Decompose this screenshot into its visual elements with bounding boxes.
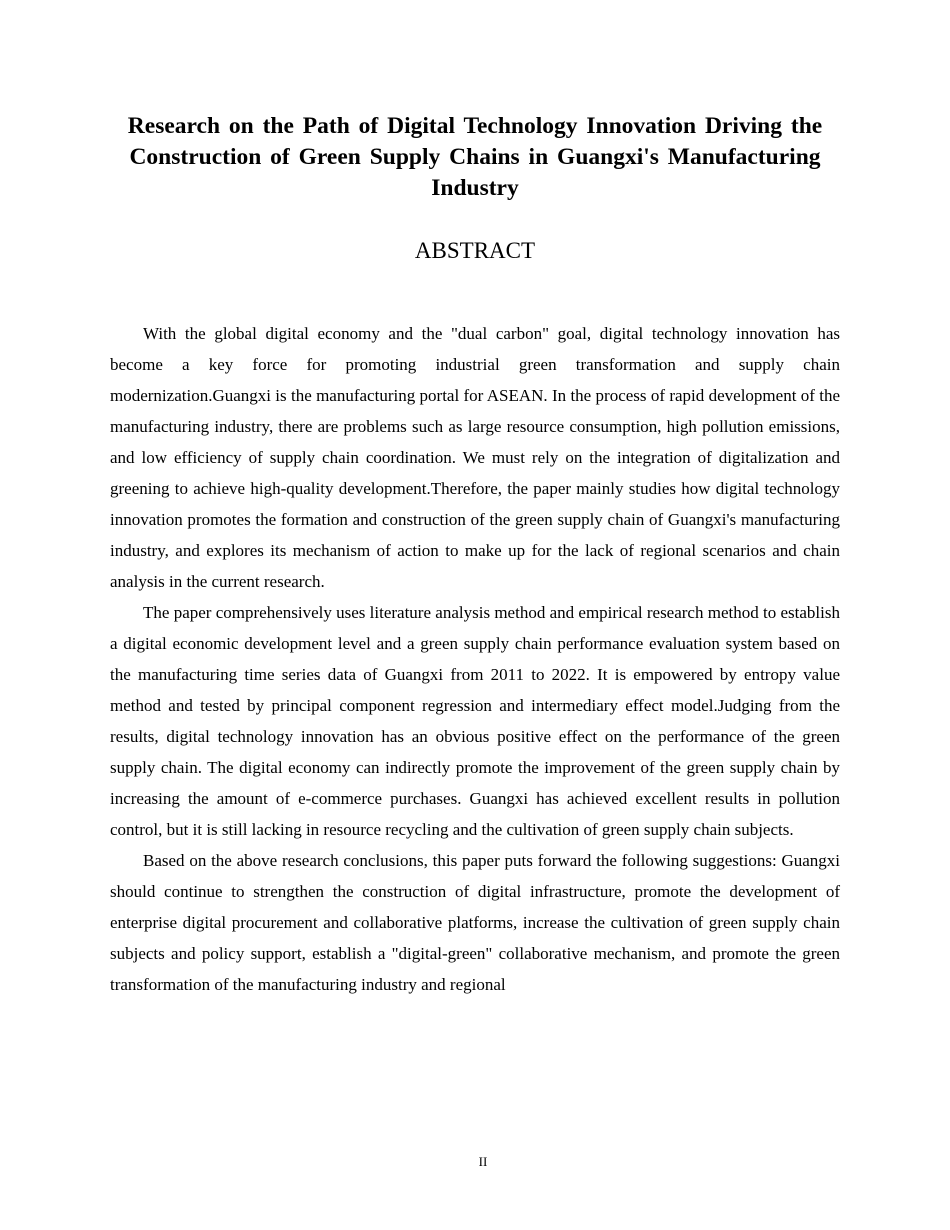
abstract-body xyxy=(110,318,840,1000)
abstract-paragraph: Based on the above research conclusions, this paper puts forward the following suggestions: Guangxi should continue to strengthen the construction of digital infrastructure, promote the development of enterprise digital procurement and collaborative platforms, increase the cultivation of green supply chain subjects and policy support, establish a "digital-green" collaborative mechanism, and promote the green transformation of the manufacturing industry and regional xyxy=(110,851,840,994)
page-number: II xyxy=(478,1154,488,1169)
abstract-paragraph: With the global digital economy and the "dual carbon" goal, digital technology innovation has become a key force for promoting industrial green transformation and supply chain modernization.Guangxi is the manufacturing portal for ASEAN. In the process of rapid development of the manufacturing industry, there are problems such as large resource consumption, high pollution emissions, and low efficiency of supply chain coordination. We must rely on the integration of digitalization and greening to achieve high-quality development.Therefore, the paper mainly studies how digital technology innovation promotes the formation and construction of the green supply chain of Guangxi's manufacturing industry, and explores its mechanism of action to make up for the lack of regional scenarios and chain analysis in the current research. xyxy=(110,324,840,591)
abstract-heading: ABSTRACT xyxy=(414,238,536,263)
paper-title: Research on the Path of Digital Technology Innovation Driving the Construction of Green Supply Chains in Guangxi's Manufacturing Industry xyxy=(127,113,823,201)
abstract-paragraph: The paper comprehensively uses literature analysis method and empirical research method to establish a digital economic development level and a green supply chain performance evaluation system based on the manufacturing time series data of Guangxi from 2011 to 2022. It is empowered by entropy value method and tested by principal component regression and intermediary effect model.Judging from the results, digital technology innovation has an obvious positive effect on the performance of the green supply chain. The digital economy can indirectly promote the improvement of the green supply chain by increasing the amount of e-commerce purchases. Guangxi has achieved excellent results in pollution control, but it is still lacking in resource recycling and the cultivation of green supply chain subjects. xyxy=(110,603,840,839)
